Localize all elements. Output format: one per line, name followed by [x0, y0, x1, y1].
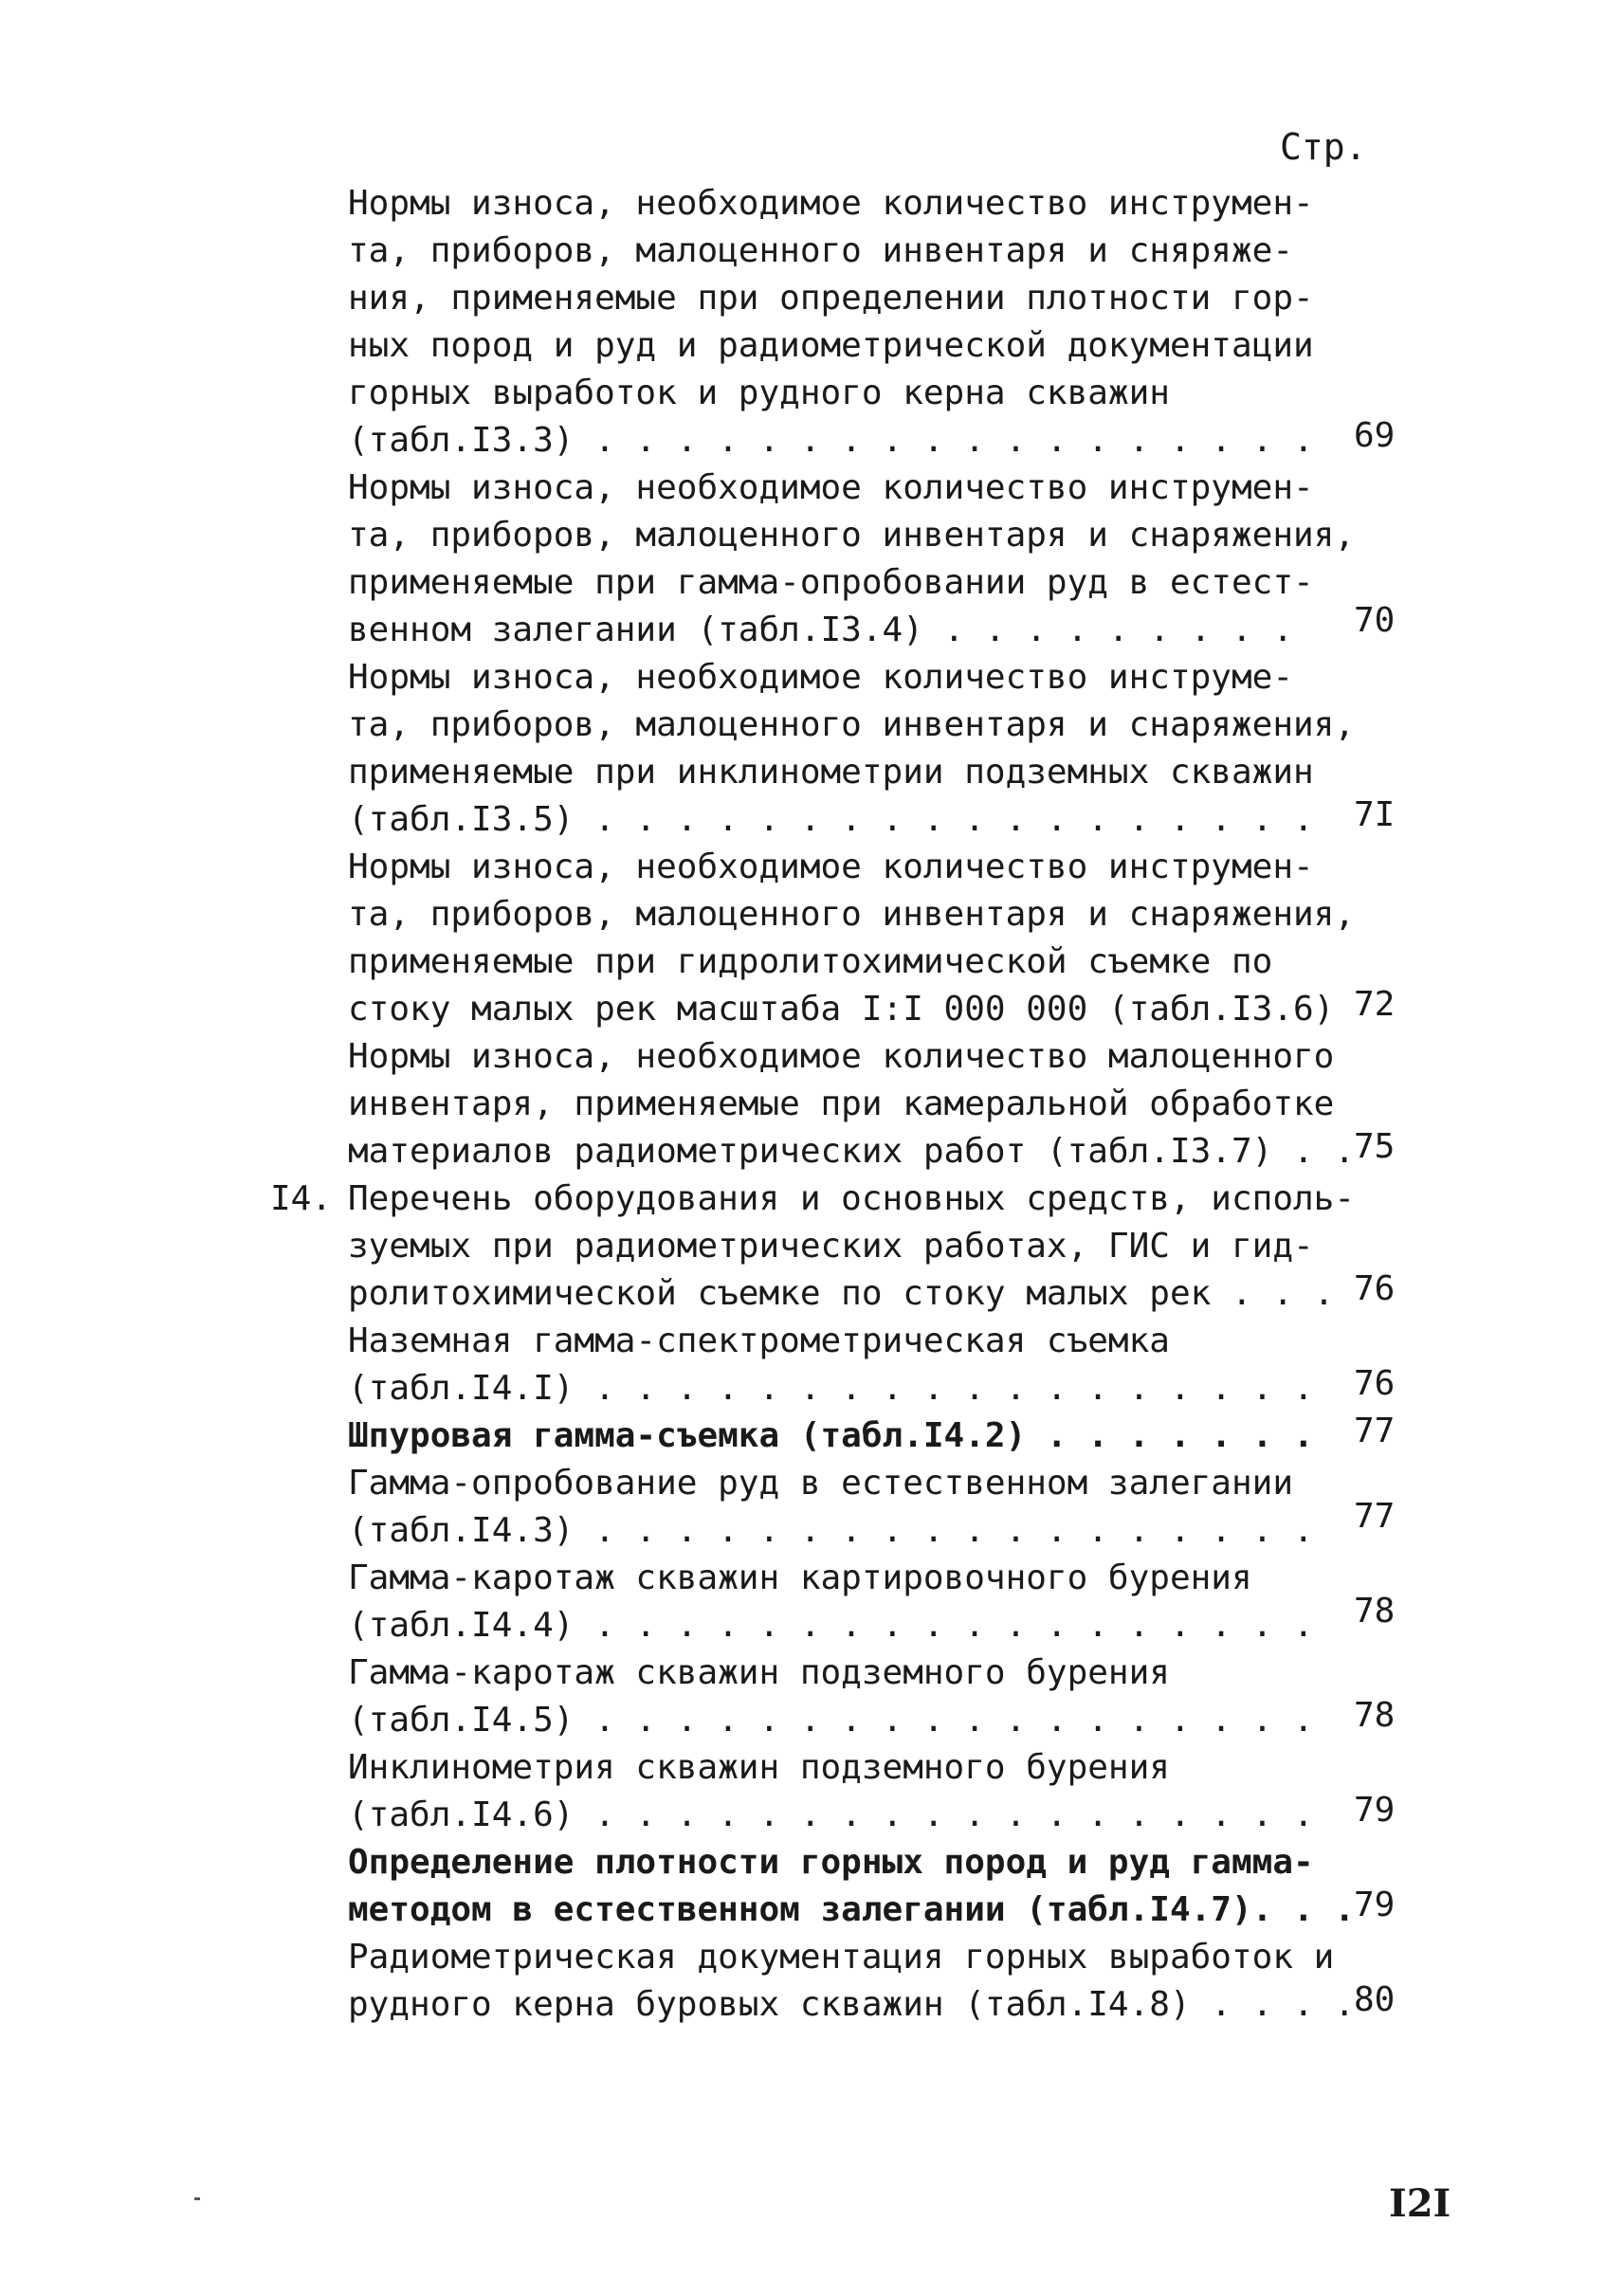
toc-page-number: 79 [1354, 1886, 1396, 1924]
toc-page-number: 72 [1354, 985, 1396, 1024]
toc-line: Наземная гамма-спектрометрическая съемка [348, 1321, 1170, 1360]
toc-page-number: 70 [1354, 601, 1396, 640]
scan-speck [194, 2197, 200, 2200]
toc-page-number: 80 [1354, 1980, 1396, 2019]
toc-line: Гамма-каротаж скважин подземного бурения [348, 1653, 1170, 1692]
section-number: I4. [270, 1179, 333, 1218]
toc-line: Инклинометрия скважин подземного бурения [348, 1748, 1170, 1787]
toc-line: применяемые при гидролитохимической съемке по [348, 942, 1273, 981]
toc-page-number: 76 [1354, 1364, 1396, 1403]
toc-line: рудного керна буровых скважин (табл.I4.8) . . . . [348, 1985, 1356, 2024]
toc-line: применяемые при инклинометрии подземных скважин [348, 753, 1314, 792]
toc-line: материалов радиометрических работ (табл.I3.7) . . [348, 1132, 1356, 1171]
toc-line: (табл.I4.3) . . . . . . . . . . . . . . . . . . [348, 1511, 1314, 1550]
toc-line: та, приборов, малоценного инвентаря и снаряжения, [348, 516, 1356, 555]
toc-page-number: 76 [1354, 1269, 1396, 1308]
toc-line: применяемые при гамма-опробовании руд в естест- [348, 563, 1314, 602]
toc-line: Нормы износа, необходимое количество инструме- [348, 658, 1293, 697]
toc-line: (табл.I4.4) . . . . . . . . . . . . . . . . . . [348, 1606, 1314, 1645]
toc-page-number: 7I [1354, 795, 1396, 834]
toc-page-number: 77 [1354, 1497, 1396, 1536]
toc-page-number: 77 [1354, 1412, 1396, 1450]
toc-line: Нормы износа, необходимое количество малоценного [348, 1037, 1335, 1076]
toc-line: та, приборов, малоценного инвентаря и снаряжения, [348, 895, 1356, 934]
toc-line: ных пород и руд и радиометрической документации [348, 326, 1314, 365]
toc-line: (табл.I3.5) . . . . . . . . . . . . . . . . . . [348, 800, 1314, 839]
toc-line: венном залегании (табл.I3.4) . . . . . . . . . [348, 610, 1293, 649]
toc-line: Нормы износа, необходимое количество инструмен- [348, 184, 1314, 223]
toc-line: инвентаря, применяемые при камеральной обработке [348, 1084, 1335, 1123]
toc-line: горных выработок и рудного керна скважин [348, 374, 1170, 412]
toc-line: Радиометрическая документация горных выработок и [348, 1938, 1335, 1977]
toc-line: Шпуровая гамма-съемка (табл.I4.2) . . . . . . . [348, 1416, 1314, 1455]
toc-line: та, приборов, малоценного инвентаря и сняряже- [348, 231, 1293, 270]
toc-page-number: 75 [1354, 1127, 1396, 1166]
toc-line: (табл.I4.5) . . . . . . . . . . . . . . . . . . [348, 1701, 1314, 1740]
toc-line: Перечень оборудования и основных средств, исполь- [348, 1179, 1356, 1218]
toc-line: Гамма-каротаж скважин картировочного бурения [348, 1558, 1252, 1597]
toc-page-number: 78 [1354, 1696, 1396, 1735]
toc-line: (табл.I4.6) . . . . . . . . . . . . . . . . . . [348, 1795, 1314, 1834]
toc-line: (табл.I3.3) . . . . . . . . . . . . . . . . . . [348, 421, 1314, 460]
toc-line: Нормы износа, необходимое количество инструмен- [348, 847, 1314, 886]
toc-line: стоку малых рек масштаба I:I 000 000 (табл.I3.6) [348, 990, 1335, 1029]
toc-page-number: 78 [1354, 1592, 1396, 1631]
page-number: I2I [1389, 2181, 1451, 2226]
toc-page-number: 79 [1354, 1791, 1396, 1830]
toc-line: методом в естественном залегании (табл.I4.7). . . [348, 1890, 1356, 1929]
toc-line: Гамма-опробование руд в естественном залегании [348, 1464, 1293, 1503]
toc-line: ролитохимической съемке по стоку малых рек . . . [348, 1274, 1335, 1313]
toc-line: (табл.I4.I) . . . . . . . . . . . . . . . . . . [348, 1369, 1314, 1408]
page-column-label: Стр. [1280, 126, 1367, 168]
toc-line: зуемых при радиометрических работах, ГИС и гид- [348, 1227, 1314, 1266]
toc-line: ния, применяемые при определении плотности гор- [348, 279, 1314, 318]
toc-line: Определение плотности горных пород и руд гамма- [348, 1843, 1314, 1882]
toc-line: Нормы износа, необходимое количество инструмен- [348, 468, 1314, 507]
toc-line: та, приборов, малоценного инвентаря и снаряжения, [348, 705, 1356, 744]
toc-page-number: 69 [1354, 416, 1396, 455]
